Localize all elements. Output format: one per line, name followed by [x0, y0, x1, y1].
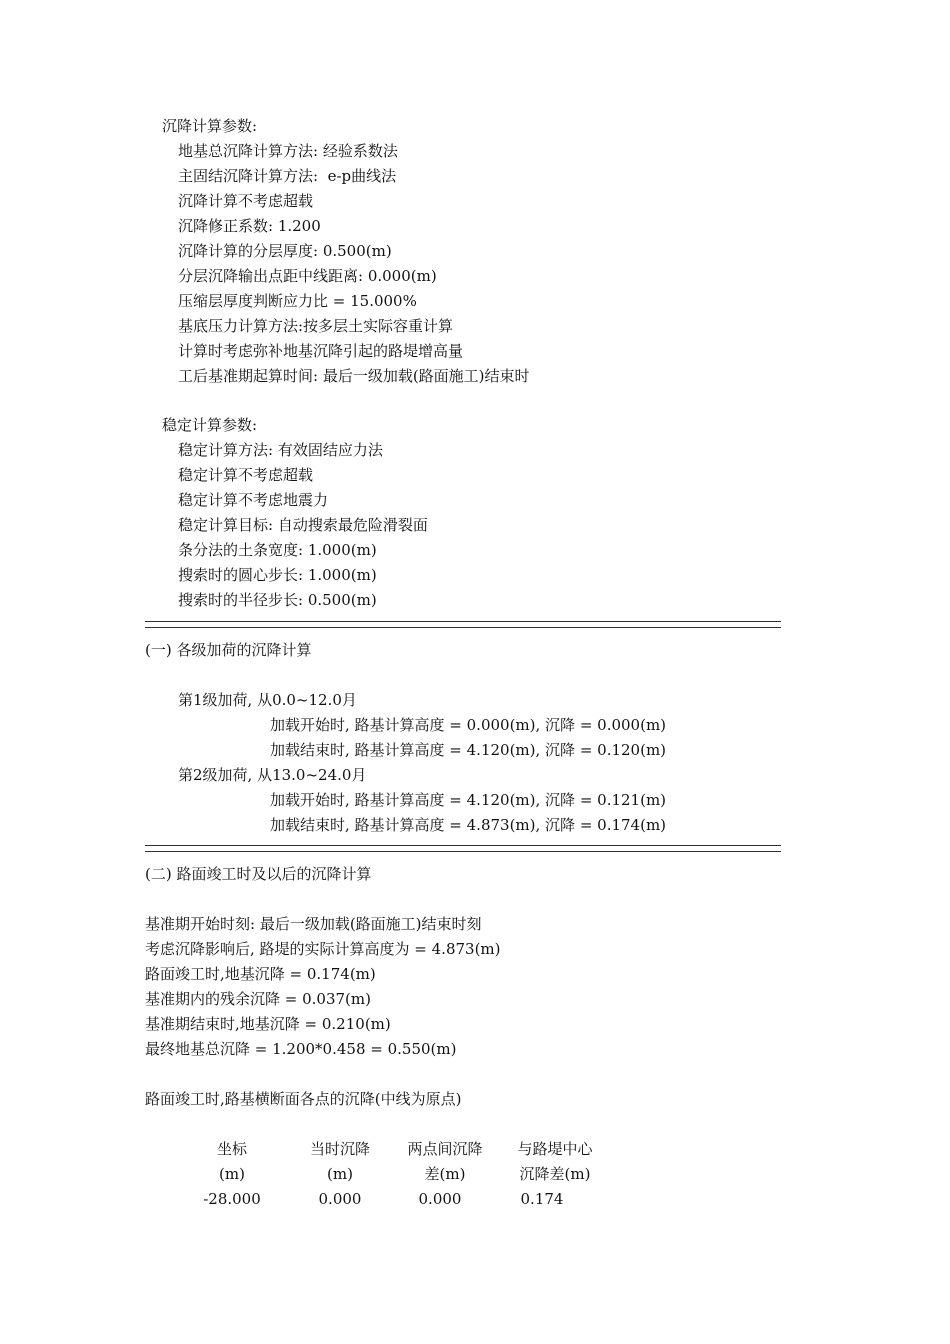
- table-header-unit: (m): [327, 1165, 353, 1183]
- settlement-param-line: 主固结沉降计算方法: e-p曲线法: [178, 167, 397, 185]
- section2-line: 最终地基总沉降 = 1.200*0.458 = 0.550(m): [145, 1040, 457, 1058]
- section2-line: 基准期结束时,地基沉降 = 0.210(m): [145, 1015, 391, 1033]
- section1-heading: (一) 各级加荷的沉降计算: [145, 641, 312, 659]
- settlement-param-line: 工后基准期起算时间: 最后一级加载(路面施工)结束时: [178, 367, 530, 385]
- settlement-params-heading: 沉降计算参数:: [162, 117, 258, 135]
- settlement-param-line: 沉降修正系数: 1.200: [178, 217, 321, 235]
- stage-end-line: 加载结束时, 路基计算高度 = 4.120(m), 沉降 = 0.120(m): [270, 741, 667, 759]
- section-divider: [145, 621, 781, 628]
- table-cell: -28.000: [203, 1190, 261, 1208]
- table-header: 坐标: [216, 1140, 247, 1158]
- stage-start-line: 加载开始时, 路基计算高度 = 4.120(m), 沉降 = 0.121(m): [270, 791, 667, 809]
- stage-title: 第1级加荷, 从0.0~12.0月: [178, 691, 357, 709]
- stability-param-line: 稳定计算不考虑地震力: [178, 491, 329, 509]
- stability-params-heading: 稳定计算参数:: [162, 416, 258, 434]
- table-title: 路面竣工时,路基横断面各点的沉降(中线为原点): [145, 1090, 462, 1108]
- settlement-param-line: 分层沉降输出点距中线距离: 0.000(m): [178, 267, 437, 285]
- table-header: 当时沉降: [309, 1140, 370, 1158]
- table-header: 两点间沉降: [407, 1140, 483, 1158]
- settlement-param-line: 计算时考虑弥补地基沉降引起的路堤增高量: [178, 342, 464, 360]
- table-header-unit: 沉降差(m): [519, 1165, 591, 1183]
- table-header-unit: 差(m): [424, 1165, 466, 1183]
- section2-heading: (二) 路面竣工时及以后的沉降计算: [145, 865, 372, 883]
- stability-param-line: 稳定计算不考虑超载: [178, 466, 314, 484]
- stability-param-line: 搜索时的圆心步长: 1.000(m): [178, 566, 377, 584]
- settlement-param-line: 地基总沉降计算方法: 经验系数法: [178, 142, 398, 160]
- section-divider: [145, 845, 781, 852]
- section2-line: 考虑沉降影响后, 路堤的实际计算高度为 = 4.873(m): [145, 940, 501, 958]
- table-cell: 0.000: [318, 1190, 362, 1208]
- section2-line: 基准期开始时刻: 最后一级加载(路面施工)结束时刻: [145, 915, 482, 933]
- settlement-param-line: 沉降计算的分层厚度: 0.500(m): [178, 242, 392, 260]
- section2-line: 路面竣工时,地基沉降 = 0.174(m): [145, 965, 376, 983]
- settlement-param-line: 压缩层厚度判断应力比 = 15.000%: [178, 292, 417, 310]
- settlement-param-line: 沉降计算不考虑超载: [178, 192, 314, 210]
- stability-param-line: 搜索时的半径步长: 0.500(m): [178, 591, 377, 609]
- section2-line: 基准期内的残余沉降 = 0.037(m): [145, 990, 371, 1008]
- table-cell: 0.174: [520, 1190, 564, 1208]
- stability-param-line: 条分法的土条宽度: 1.000(m): [178, 541, 377, 559]
- stage-end-line: 加载结束时, 路基计算高度 = 4.873(m), 沉降 = 0.174(m): [270, 816, 667, 834]
- stability-param-line: 稳定计算目标: 自动搜索最危险滑裂面: [178, 516, 428, 534]
- stage-start-line: 加载开始时, 路基计算高度 = 0.000(m), 沉降 = 0.000(m): [270, 716, 667, 734]
- table-header: 与路堤中心: [517, 1140, 593, 1158]
- settlement-param-line: 基底压力计算方法:按多层土实际容重计算: [178, 317, 454, 335]
- stage-title: 第2级加荷, 从13.0~24.0月: [178, 766, 367, 784]
- table-header-unit: (m): [219, 1165, 245, 1183]
- stability-param-line: 稳定计算方法: 有效固结应力法: [178, 441, 383, 459]
- table-cell: 0.000: [418, 1190, 462, 1208]
